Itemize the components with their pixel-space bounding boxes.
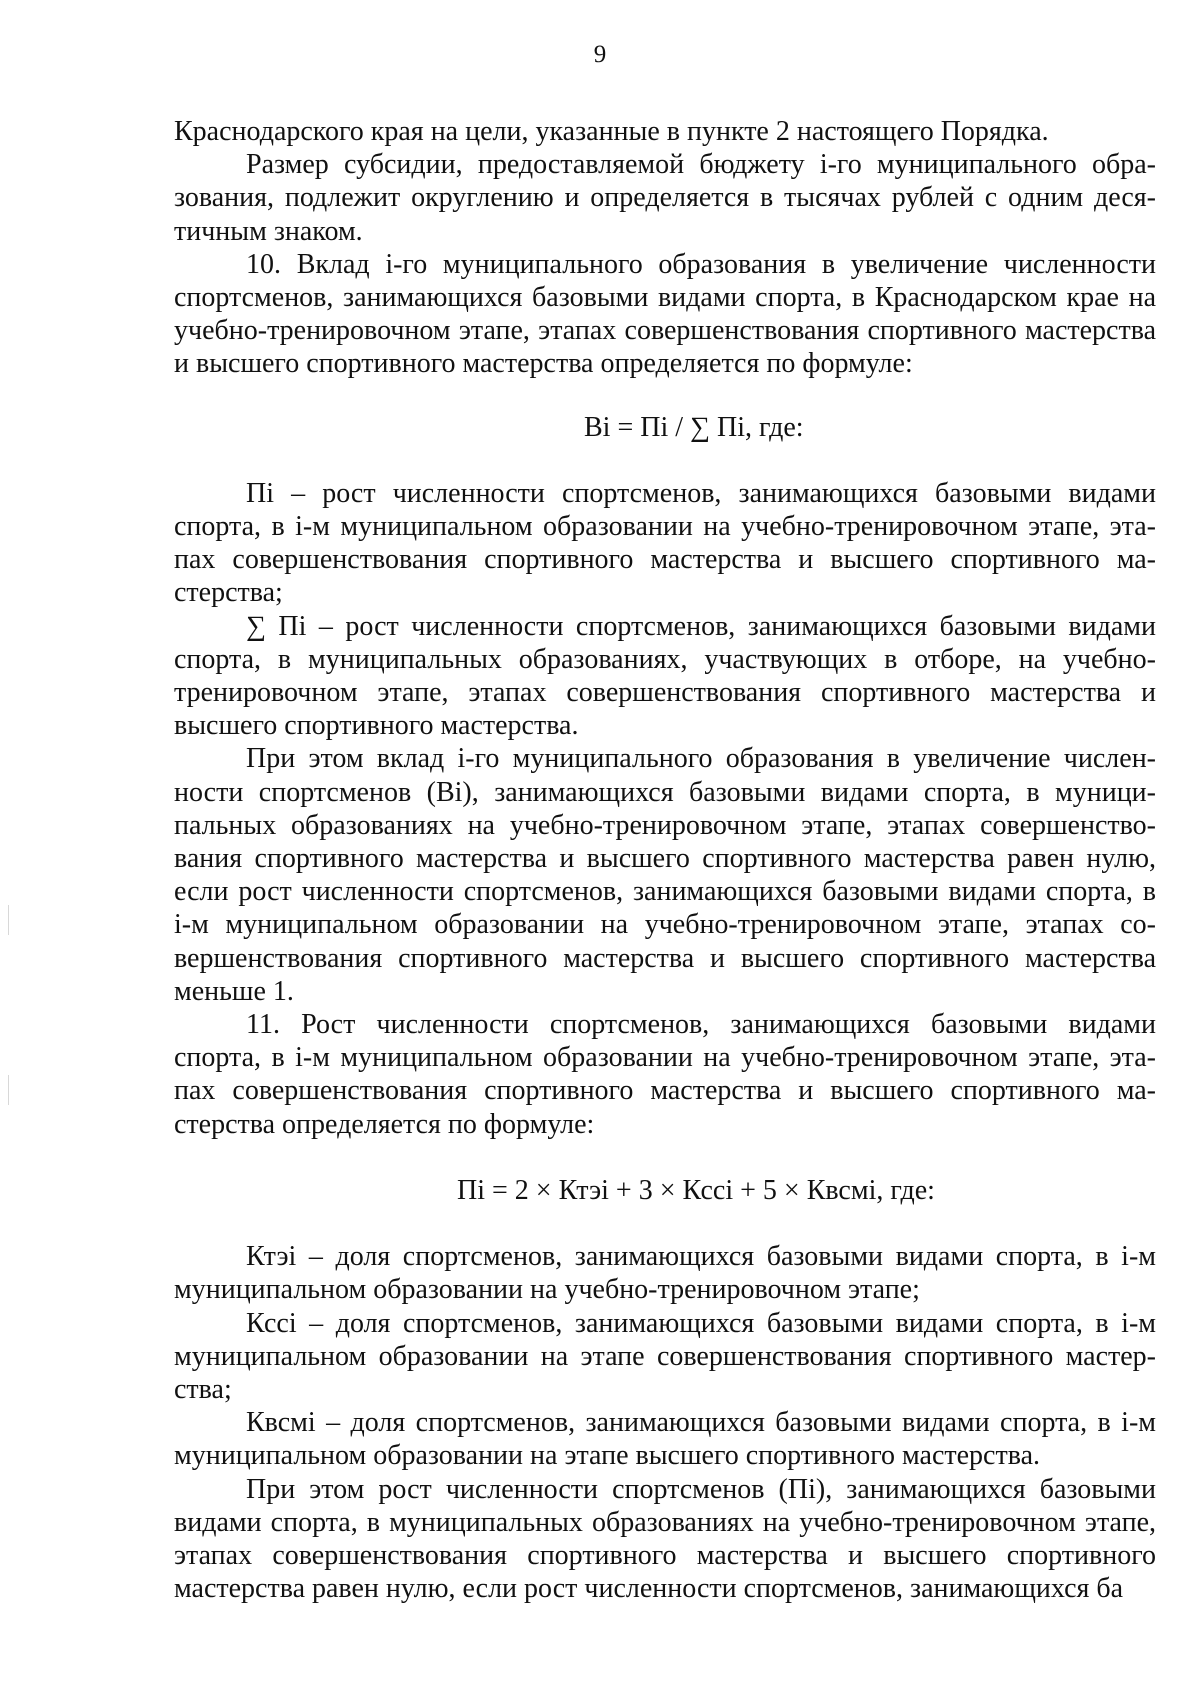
page-number: 9 [593,41,607,68]
paragraph-definition-kvsmi: Квсмi – доля спортсменов, занимающихся базовыми видами спорта, в i-м муниципальном образовании на этапе высшего спортивного мастерства. [174,1407,1156,1472]
paragraph-definition-kssi: Кссi – доля спортсменов, занимающихся базовыми видами спорта, в i-м муниципальном образовании на этапе совершенствования спортивного мастерства; [174,1307,1156,1405]
scan-edge-mark [8,905,9,935]
paragraph-definition-sum-pi: ∑ Пi – рост численности спортсменов, занимающихся базовыми видами спорта, в муниципальных образованиях, участвующих в отборе, на учебно-тренировочном этапе, этапах совершенствования спортивного мастерства и высшего спортивного мастерства. [174,610,1156,742]
formula-growth: Пi = 2 × Ктэi + 3 × Кссi + 5 × Квсмi, где: [457,1174,935,1206]
formula-contribution: Вi = Пi / ∑ Пi, где: [584,411,804,443]
scan-edge-mark [8,1075,9,1105]
paragraph-definition-ktei: Ктэi – доля спортсменов, занимающихся базовыми видами спорта, в i-м муниципальном образовании на учебно-тренировочном этапе; [174,1241,1156,1306]
paragraph-subsidy-rounding: Размер субсидии, предоставляемой бюджету i-го муниципального образования, подлежит округлению и определяется в тысячах рублей с одним десятичным знаком. [174,149,1156,247]
paragraph-item-10: 10. Вклад i-го муниципального образования в увеличение численности спортсменов, занимающихся базовыми видами спорта, в Краснодарском крае на учебно-тренировочном этапе, этапах совершенствования спортивного мастерства и высшего спортивного мастерства определяется по формуле: [174,248,1156,380]
paragraph-growth-zero: При этом рост численности спортсменов (Пi), занимающихся базовыми видами спорта, в муниципальных образованиях на учебно-тренировочном этапе, этапах совершенствования спортивного мастерства и высшего спортивного мастерства равен нулю, если рост численности спортсменов, занимающихся ба [174,1473,1156,1605]
paragraph-contribution-zero: При этом вклад i-го муниципального образования в увеличение численности спортсменов (Вi), занимающихся базовыми видами спорта, в муниципальных образованиях на учебно-тренировочном этапе, этапах совершенствования спортивного мастерства и высшего спортивного мастерства равен нулю, если рост численности спортсменов, занимающихся базовыми видами спорта, в i-м муниципальном образовании на учебно-тренировочном этапе, этапах совершенствования спортивного мастерства и высшего спортивного мастерства меньше 1. [174,743,1156,1007]
paragraph-definition-pi: Пi – рост численности спортсменов, занимающихся базовыми видами спорта, в i-м муниципальном образовании на учебно-тренировочном этапе, этапах совершенствования спортивного мастерства и высшего спортивного мастерства; [174,477,1156,609]
paragraph-item-11: 11. Рост численности спортсменов, занимающихся базовыми видами спорта, в i-м муниципальном образовании на учебно-тренировочном этапе, этапах совершенствования спортивного мастерства и высшего спортивного мастерства определяется по формуле: [174,1009,1156,1140]
paragraph-continuation: Краснодарского края на цели, указанные в пункте 2 настоящего Порядка. [174,116,1049,147]
document-body [174,115,1156,1605]
